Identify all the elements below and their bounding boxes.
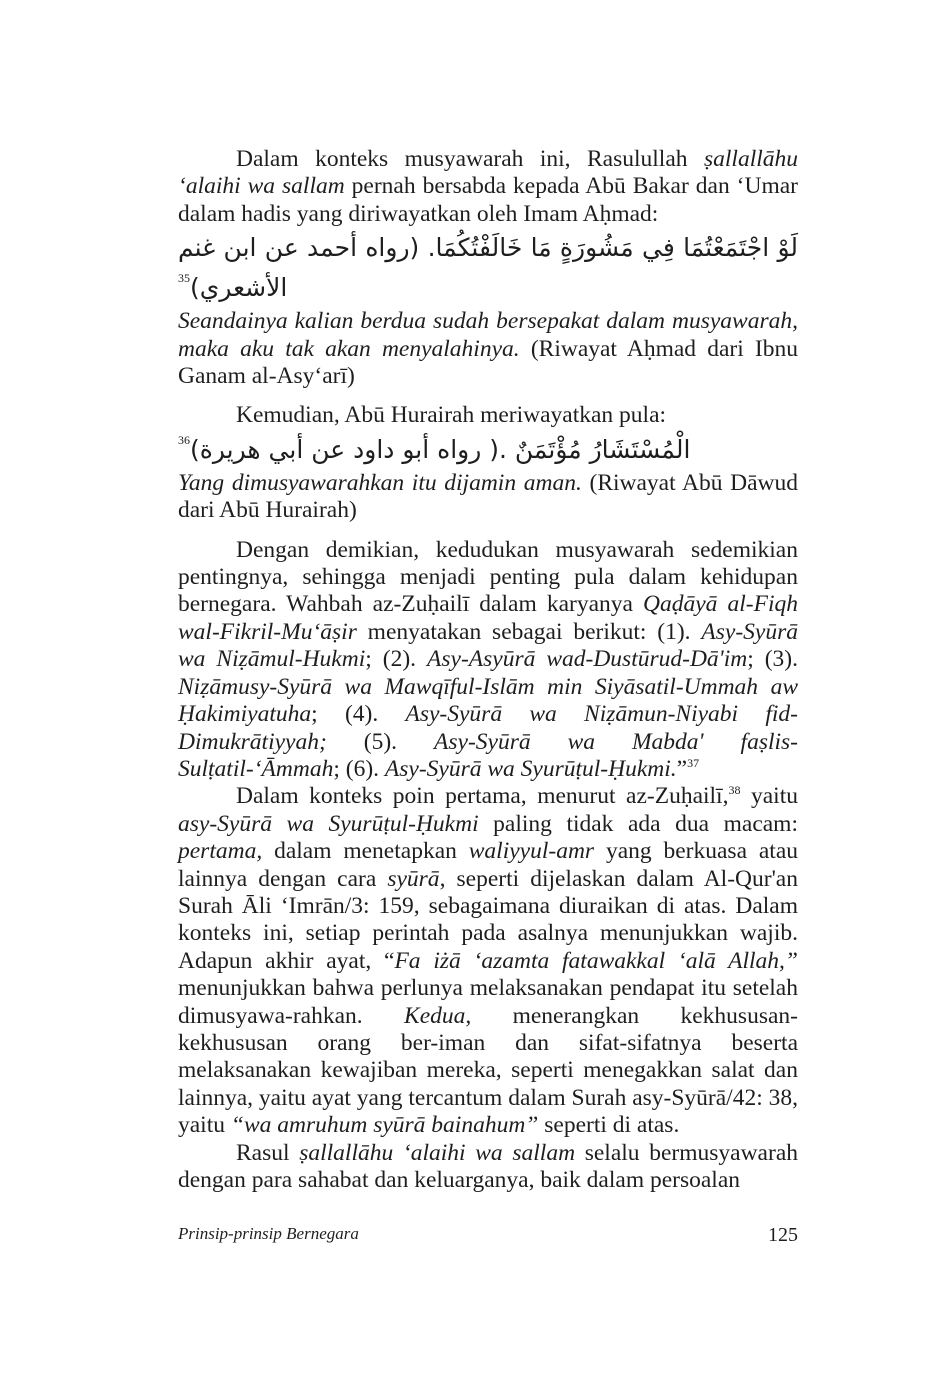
arabic-hadith-2: الْمُسْتَشَارُ مُؤْتَمَنٌ .( رواه أبو داود عن أبي هريرة)$^{36}$ (178, 432, 691, 464)
translation-1: Seandainya kalian berdua sudah bersepakat dalam musyawarah, maka aku tak akan menyalahinya. (Riwayat Aḥmad dari Ibnu Ganam al-Asy‘arī) (178, 308, 798, 390)
paragraph-dengan-demikian: Dengan demikian, kedudukan musyawarah sedemikian pentingnya, sehingga menjadi penting pula dalam kehidupan bernegara. Wahbah az-Zuḥailī dalam karyanya Qaḍāyā al-Fiqh wal-Fikril-Mu‘āṣir menyatakan sebagai berikut: (1). Asy-Syūrā wa Niẓāmul-Hukmi; (2). Asy-Asyūrā wad-Dustūrud-Dā'im; (3). Niẓāmusy-Syūrā wa Mawqīful-Islām min Siyāsatil-Ummah aw Ḥakimiyatuha; (4). Asy-Syūrā wa Niẓāmun-Niyabi fid-Dimukrātiyyah; (5). Asy-Syūrā wa Mabda' faṣlis-Sulṭatil-‘Āmmah; (6). Asy-Syūrā wa Syurūṭul-Ḥukmi.”$^{37}$ (178, 536, 799, 782)
footnote-marker-38: 38 (728, 783, 741, 798)
arabic-hadith-1: لَوْ اجْتَمَعْتُمَا فِي مَشُورَةٍ مَا خَالَفْتُكُمَا. (رواه أحمد عن ابن غنم الأشعري)$^{35}$ (178, 233, 798, 303)
footnote-marker-37: 37 (687, 755, 700, 770)
page-body (178, 146, 798, 1194)
translation-2: Yang dimusyawarahkan itu dijamin aman. (Riwayat Abū Dāwud dari Abū Hurairah) (178, 469, 799, 524)
paragraph-kemudian: Kemudian, Abū Hurairah meriwayatkan pula: (236, 402, 667, 429)
paragraph-rasul: Rasul ṣallallāhu ‘alaihi wa sallam selalu bermusyawarah dengan para sahabat dan keluarganya, baik dalam persoalan (178, 1139, 798, 1193)
footnote-marker-36: 36 (178, 432, 190, 447)
page-number: 125 (768, 1224, 798, 1246)
page-footer (178, 1224, 798, 1247)
paragraph-konteks-poin: Dalam konteks poin pertama, menurut az-Zuḥailī,$^{38}$ yaitu asy-Syūrā wa Syurūṭul-Ḥukmi paling tidak ada dua macam: pertama, dalam menetapkan waliyyul-amr yang berkuasa atau lainnya dengan cara syūrā, seperti dijelaskan dalam Al-Qur'an Surah Āli ‘Imrān/3: 159, sebagaimana diuraikan di atas. Dalam konteks ini, setiap perintah pada asalnya menunjukkan wajib. Adapun akhir ayat, “Fa iżā ‘azamta fatawakkal ‘alā Allah,” menunjukkan bahwa perlunya melaksanakan pendapat itu setelah dimusyawa-rahkan. Kedua, menerangkan kekhususan-kekhususan orang ber-iman dan sifat-sifatnya beserta melaksanakan kewajiban mereka, seperti menegakkan salat dan lainnya, yaitu ayat yang tercantum dalam Surah asy-Syūrā/42: 38, yaitu “wa amruhum syūrā bainahum” seperti di atas. (178, 783, 798, 1139)
running-title: Prinsip-prinsip Bernegara (178, 1224, 359, 1243)
footnote-marker-35: 35 (178, 271, 190, 286)
paragraph-intro: Dalam konteks musyawarah ini, Rasulullah ṣallallāhu ‘alaihi wa sallam pernah bersabda kepada Abū Bakar dan ‘Umar dalam hadis yang diriwayatkan oleh Imam Aḥmad: (178, 146, 798, 227)
